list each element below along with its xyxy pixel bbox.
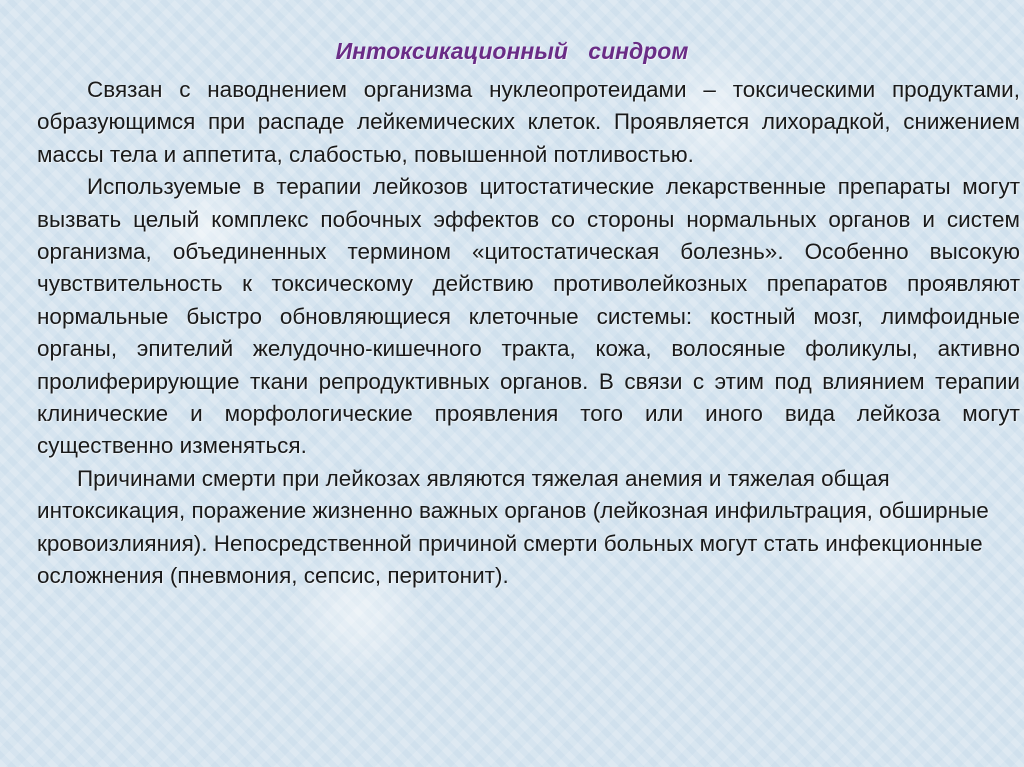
slide-title: Интоксикационный синдром <box>335 38 689 64</box>
slide-body <box>37 74 1020 593</box>
paragraph-intoxication: Связан с наводнением организма нуклеопротеидами – токсическими продуктами, образующимся при распаде лейкемических клеток. Проявляется лихорадкой, снижением массы тела и аппетита, слабостью, повышенной потливостью. <box>37 77 1020 167</box>
paragraph-cytostatic-disease: Используемые в терапии лейкозов цитостатические лекарственные препараты могут вызвать целый комплекс побочных эффектов со стороны нормальных органов и систем организма, объединенных термином «цитостатическая болезнь». Особенно высокую чувствительность к токсическому действию противолейкозных препаратов проявляют нормальные быстро обновляющиеся клеточные системы: костный мозг, лимфоидные органы, эпителий желудочно-кишечного тракта, кожа, волосяные фоликулы, активно пролиферирующие ткани репродуктивных органов. В связи с этим под влиянием терапии клинические и морфологические проявления того или иного вида лейкоза могут существенно изменяться. <box>37 174 1020 459</box>
paragraph-causes-of-death: Причинами смерти при лейкозах являются тяжелая анемия и тяжелая общая интоксикация, поражение жизненно важных органов (лейкозная инфильтрация, обширные кровоизлияния). Непосредственной причиной смерти больных могут стать инфекционные осложнения (пневмония, сепсис, перитонит). <box>37 465 989 589</box>
